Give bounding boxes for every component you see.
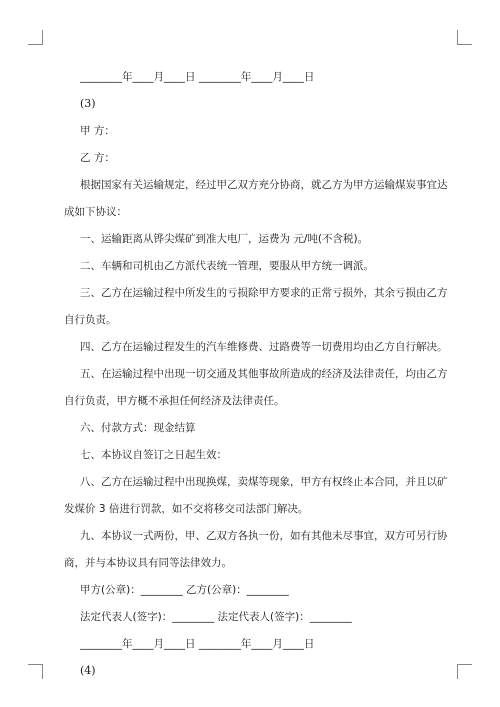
date-line: ________年____月____日 ________年____月____日 (80, 71, 315, 83)
clause-8: 八、乙方在运输过程中出现换煤，卖煤等现象，甲方有权终止本合同，并且以矿 (80, 476, 448, 488)
clause-1: 一、运输距离从铧尖煤矿到准大电厂，运费为 元/吨(不含税)。 (80, 233, 369, 245)
signature-line: 法定代表人(签字)：________ 法定代表人(签字)：________ (80, 611, 352, 623)
party-a-label: 甲 方： (80, 125, 115, 137)
clause-9-continuation: 商，并与本协议具有同等法律效力。 (64, 557, 232, 569)
clause-2: 二、车辆和司机由乙方派代表统一管理，要服从甲方统一调派。 (80, 260, 374, 272)
clause-3-continuation: 自行负责。 (64, 314, 117, 326)
crop-mark-bottom-right (457, 664, 472, 679)
seal-line: 甲方(公章)：________ 乙方(公章)：________ (80, 584, 289, 596)
clause-5-continuation: 自行负责，甲方概不承担任何经济及法律责任。 (64, 395, 285, 407)
clause-5: 五、在运输过程中出现一切交通及其他事故所造成的经济及法律责任，均由乙方 (80, 368, 448, 380)
clause-9: 九、本协议一式两份，甲、乙双方各执一份，如有其他未尽事宜，双方可另行协 (80, 530, 448, 542)
clause-4: 四、乙方在运输过程发生的汽车维修费、过路费等一切费用均由乙方自行解决。 (80, 341, 448, 353)
clause-3: 三、乙方在运输过程中所发生的亏损除甲方要求的正常亏损外，其余亏损由乙方 (80, 287, 448, 299)
clause-7: 七、本协议自签订之日起生效： (80, 449, 227, 461)
party-b-label: 乙 方： (80, 152, 115, 164)
crop-mark-bottom-left (28, 664, 43, 679)
preamble-continuation: 成如下协议： (64, 206, 127, 218)
clause-6: 六、付款方式：现金结算 (80, 422, 196, 434)
date-line-bottom: ________年____月____日 ________年____月____日 (80, 638, 315, 650)
clause-8-continuation: 发煤价 3 倍进行罚款，如不交将移交司法部门解决。 (64, 503, 309, 515)
crop-mark-top-right (457, 30, 472, 45)
section-number-next: (4) (80, 664, 96, 677)
section-number: (3) (80, 97, 96, 110)
crop-mark-top-left (28, 30, 43, 45)
preamble-paragraph: 根据国家有关运输规定，经过甲乙双方充分协商，就乙方为甲方运输煤炭事宜达 (80, 179, 448, 191)
